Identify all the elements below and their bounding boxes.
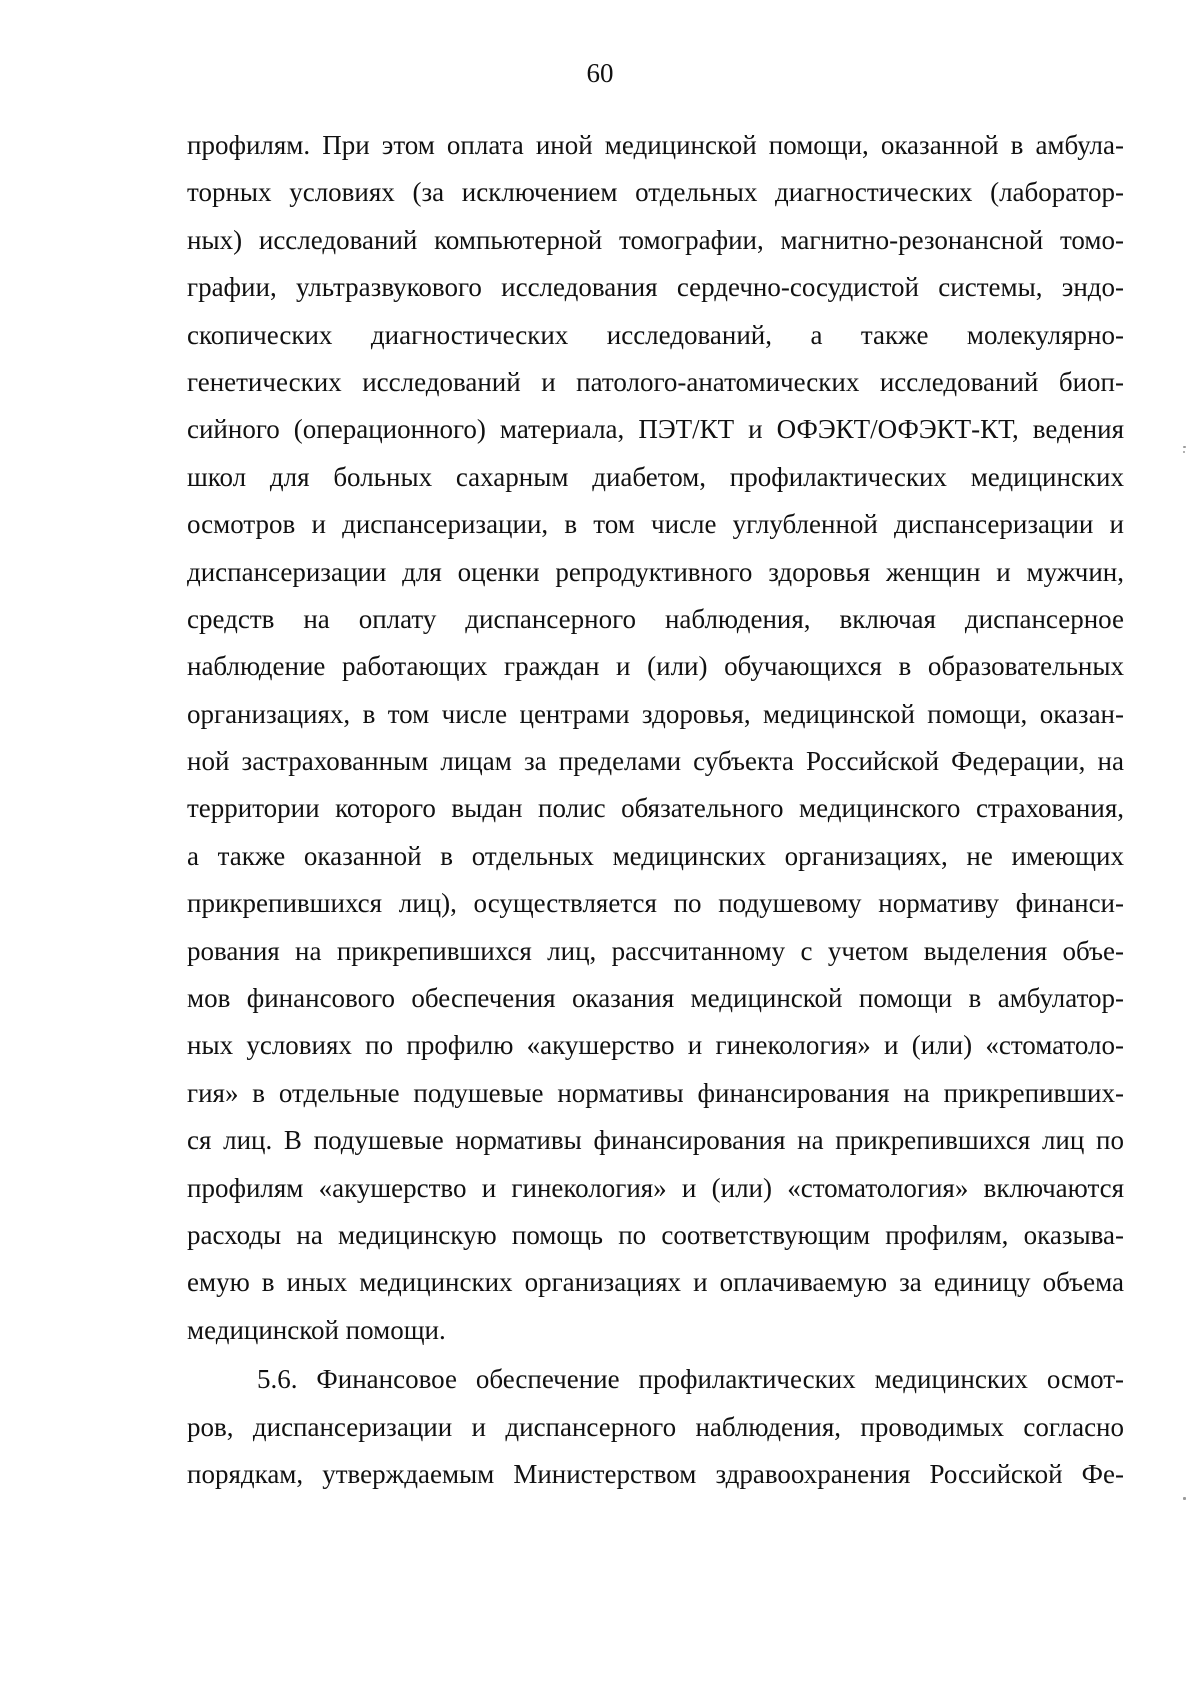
text-line: ных) исследований компьютерной томографии, магнитно-резонансной томо- (187, 224, 1124, 255)
text-line: генетических исследований и патолого-анатомических исследований биоп- (187, 366, 1124, 397)
text-line: медицинской помощи. (187, 1314, 446, 1345)
text-line: рования на прикрепившихся лиц, рассчитанному с учетом выделения объе- (187, 935, 1124, 966)
scan-speck (1183, 451, 1185, 453)
text-line: организациях, в том числе центрами здоровья, медицинской помощи, оказан- (187, 698, 1124, 729)
paragraph-5-6 (187, 1356, 1124, 1498)
text-line: профилям. При этом оплата иной медицинской помощи, оказанной в амбула- (187, 130, 1124, 160)
text-line: порядкам, утверждаемым Министерством здравоохранения Российской Фе- (187, 1458, 1124, 1489)
text-line: ной застрахованным лицам за пределами субъекта Российской Федерации, на (187, 746, 1124, 777)
text-line: профилям «акушерство и гинекология» и (или) «стоматология» включаются (187, 1172, 1124, 1203)
text-line: торных условиях (за исключением отдельных диагностических (лаборатор- (187, 177, 1124, 208)
text-line: а также оказанной в отдельных медицинских организациях, не имеющих (187, 840, 1124, 871)
text-line: ров, диспансеризации и диспансерного наблюдения, проводимых согласно (187, 1411, 1124, 1442)
text-line: школ для больных сахарным диабетом, профилактических медицинских (187, 461, 1124, 492)
text-line: ся лиц. В подушевые нормативы финансирования на прикрепившихся лиц по (187, 1125, 1124, 1156)
text-line: ных условиях по профилю «акушерство и гинекология» и (или) «стоматоло- (187, 1030, 1124, 1061)
text-line: графии, ультразвукового исследования сердечно-сосудистой системы, эндо- (187, 272, 1124, 303)
text-line: диспансеризации для оценки репродуктивного здоровья женщин и мужчин, (187, 556, 1124, 587)
scan-speck (1183, 1497, 1186, 1500)
paragraph-profiles-payment (187, 122, 1124, 1354)
text-line: сийного (операционного) материала, ПЭТ/КТ и ОФЭКТ/ОФЭКТ-КТ, ведения (187, 414, 1124, 445)
text-line: гия» в отдельные подушевые нормативы финансирования на прикрепивших- (187, 1077, 1124, 1108)
text-line: расходы на медицинскую помощь по соответствующим профилям, оказыва- (187, 1219, 1124, 1250)
text-line: территории которого выдан полис обязательного медицинского страхования, (187, 793, 1124, 824)
text-line: 5.6. Финансовое обеспечение профилактических медицинских осмот- (257, 1364, 1124, 1395)
text-line: скопических диагностических исследований, а также молекулярно- (187, 319, 1124, 350)
text-line: прикрепившихся лиц), осуществляется по подушевому нормативу финанси- (187, 888, 1124, 919)
text-line: мов финансового обеспечения оказания медицинской помощи в амбулатор- (187, 983, 1124, 1014)
text-line: средств на оплату диспансерного наблюдения, включая диспансерное (187, 603, 1124, 634)
text-line: емую в иных медицинских организациях и оплачиваемую за единицу объема (187, 1267, 1124, 1298)
page-number: 60 (586, 58, 614, 88)
scan-speck (1183, 446, 1186, 448)
text-line: осмотров и диспансеризации, в том числе углубленной диспансеризации и (187, 509, 1124, 540)
text-line: наблюдение работающих граждан и (или) обучающихся в образовательных (187, 651, 1124, 682)
body-text (187, 122, 1124, 1498)
